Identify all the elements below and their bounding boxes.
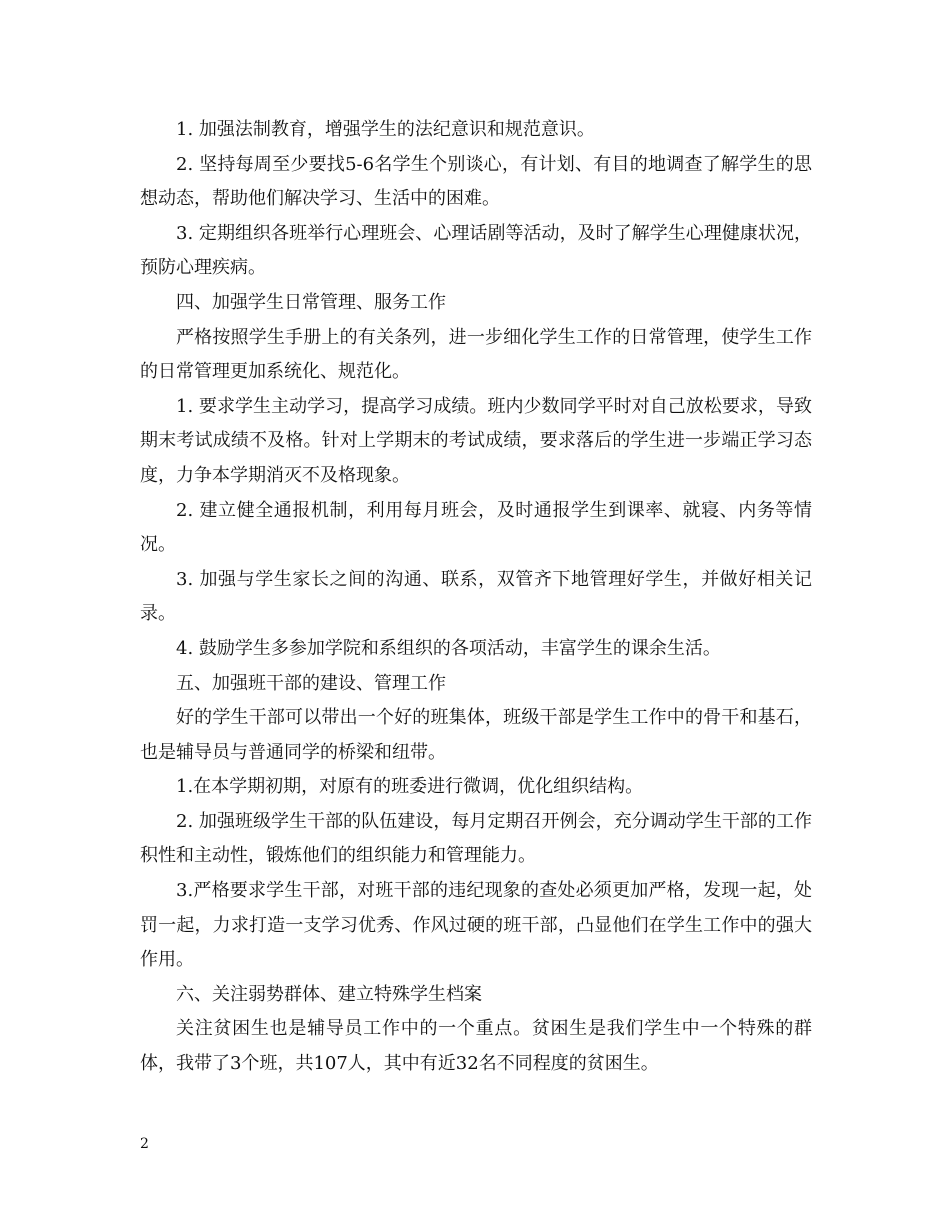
section-heading-6: 六、关注弱势群体、建立特殊学生档案 bbox=[176, 983, 482, 1005]
paragraph-section-4-item-2: 2. 建立健全通报机制，利用每月班会，及时通报学生到课率、就寝、内务等情况。 bbox=[140, 499, 812, 556]
paragraph-section-4-intro: 严格按照学生手册上的有关条列，进一步细化学生工作的日常管理，使学生工作的日常管理更加系统化、规范化。 bbox=[140, 326, 812, 383]
page-body bbox=[140, 113, 812, 1082]
section-heading-4: 四、加强学生日常管理、服务工作 bbox=[176, 291, 446, 313]
paragraph-section-5-item-3: 3.严格要求学生干部，对班干部的违纪现象的查处必须更加严格，发现一起，处罚一起，力求打造一支学习优秀、作风过硬的班干部，凸显他们在学生工作中的强大作用。 bbox=[140, 880, 812, 971]
paragraph-section-6-intro: 关注贫困生也是辅导员工作中的一个重点。贫困生是我们学生中一个特殊的群体，我带了3个班，共107人，其中有近32名不同程度的贫困生。 bbox=[140, 1018, 812, 1075]
paragraph-section-4-item-1: 1. 要求学生主动学习，提高学习成绩。班内少数同学平时对自己放松要求，导致期末考试成绩不及格。针对上学期末的考试成绩，要求落后的学生进一步端正学习态度，力争本学期消灭不及格现象。 bbox=[140, 395, 812, 486]
section-heading-5: 五、加强班干部的建设、管理工作 bbox=[176, 672, 446, 694]
paragraph-section-5-intro: 好的学生干部可以带出一个好的班集体，班级干部是学生工作中的骨干和基石，也是辅导员与普通同学的桥梁和纽带。 bbox=[140, 707, 812, 763]
paragraph-item-2: 2. 坚持每周至少要找5-6名学生个别谈心，有计划、有目的地调查了解学生的思想动态，帮助他们解决学习、生活中的困难。 bbox=[140, 153, 812, 210]
paragraph-item-1: 1. 加强法制教育，增强学生的法纪意识和规范意识。 bbox=[176, 119, 595, 140]
paragraph-section-5-item-1: 1.在本学期初期，对原有的班委进行微调，优化组织结构。 bbox=[176, 776, 644, 798]
paragraph-section-5-item-2: 2. 加强班级学生干部的队伍建设，每月定期召开例会，充分调动学生干部的工作积性和主动性，锻炼他们的组织能力和管理能力。 bbox=[140, 810, 812, 867]
page-number: 2 bbox=[140, 1136, 149, 1152]
paragraph-section-4-item-4: 4. 鼓励学生多参加学院和系组织的各项活动，丰富学生的课余生活。 bbox=[176, 637, 721, 659]
paragraph-section-4-item-3: 3. 加强与学生家长之间的沟通、联系，双管齐下地管理好学生，并做好相关记录。 bbox=[140, 568, 812, 625]
paragraph-item-3: 3. 定期组织各班举行心理班会、心理话剧等活动，及时了解学生心理健康状况，预防心理疾病。 bbox=[140, 222, 812, 279]
